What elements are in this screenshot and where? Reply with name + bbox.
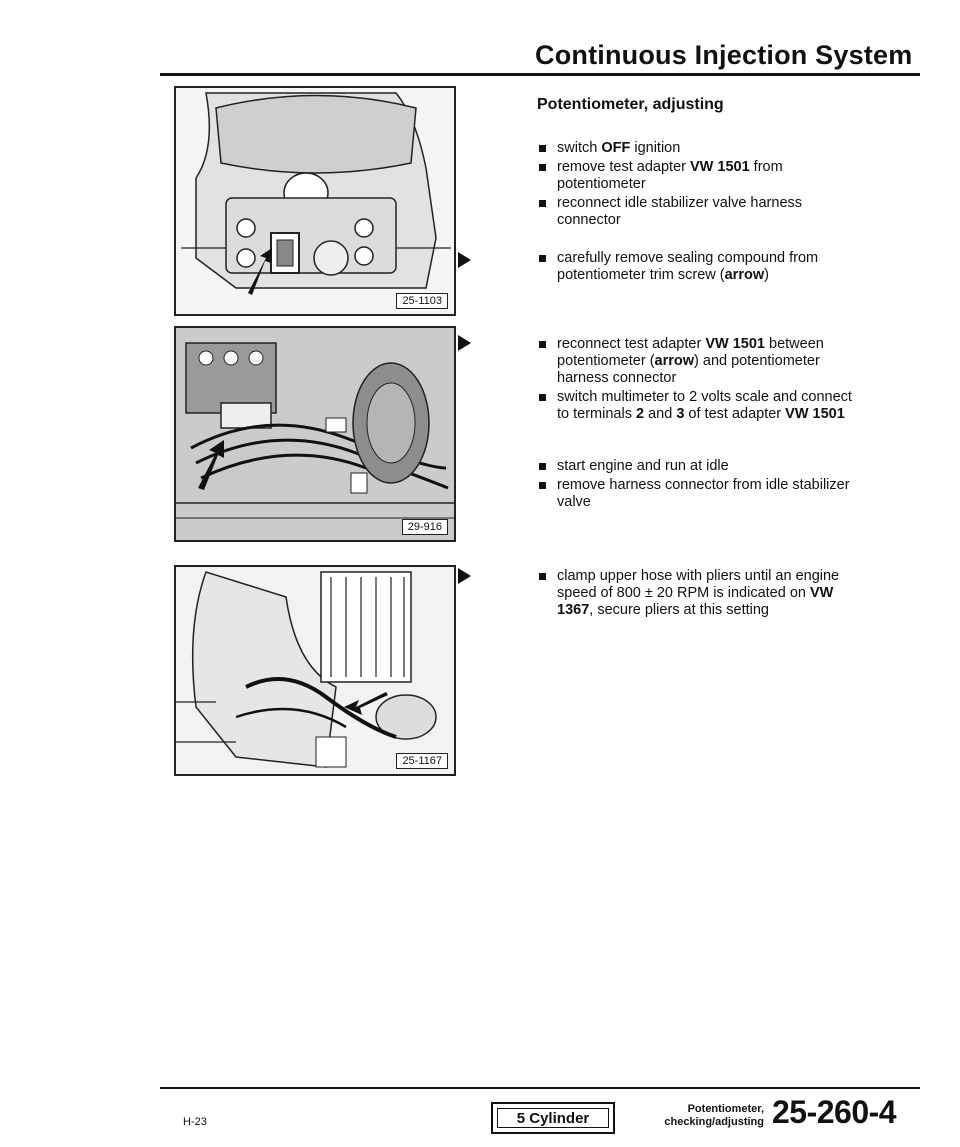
step-pointer-arrow xyxy=(458,252,471,268)
figure-test-adapter-connection xyxy=(174,326,456,542)
footer-subject: Potentiometer, checking/adjusting xyxy=(664,1103,764,1128)
figure-label: 29-916 xyxy=(402,519,448,535)
step-list-5 xyxy=(538,568,868,621)
figure-label: 25-1167 xyxy=(396,753,448,769)
footer-code: H-23 xyxy=(183,1116,207,1128)
model-badge: 5 Cylinder xyxy=(491,1102,615,1134)
step-list-2 xyxy=(538,250,868,286)
page-title: Continuous Injection System xyxy=(535,40,913,70)
list-item: start engine and run at idle xyxy=(538,458,868,475)
page-number: 25-260-4 xyxy=(772,1094,897,1130)
header-rule xyxy=(160,73,920,76)
list-item: remove test adapter VW 1501 from potentiometer xyxy=(538,159,868,193)
figure-label: 25-1103 xyxy=(396,293,448,309)
section-heading: Potentiometer, adjusting xyxy=(537,96,724,113)
step-list-3 xyxy=(538,336,868,425)
list-item: remove harness connector from idle stabilizer valve xyxy=(538,477,868,511)
list-item: reconnect test adapter VW 1501 between potentiometer (arrow) and potentiometer harness connector xyxy=(538,336,868,387)
list-item: switch multimeter to 2 volts scale and connect to terminals 2 and 3 of test adapter VW 1501 xyxy=(538,389,868,423)
footer-rule xyxy=(160,1087,920,1089)
step-list-1 xyxy=(538,140,868,231)
list-item: clamp upper hose with pliers until an engine speed of 800 ± 20 RPM is indicated on VW 1367, secure pliers at this setting xyxy=(538,568,868,619)
figure-potentiometer-location xyxy=(174,86,456,316)
list-item: switch OFF ignition xyxy=(538,140,868,157)
step-pointer-arrow xyxy=(458,568,471,584)
list-item: carefully remove sealing compound from potentiometer trim screw (arrow) xyxy=(538,250,868,284)
engine-harness-illustration xyxy=(176,328,454,540)
step-pointer-arrow xyxy=(458,335,471,351)
figure-idle-hose-clamp xyxy=(174,565,456,776)
step-list-4 xyxy=(538,458,868,513)
engine-hose-illustration xyxy=(176,567,454,774)
list-item: reconnect idle stabilizer valve harness connector xyxy=(538,195,868,229)
potentiometer-illustration xyxy=(176,88,454,314)
